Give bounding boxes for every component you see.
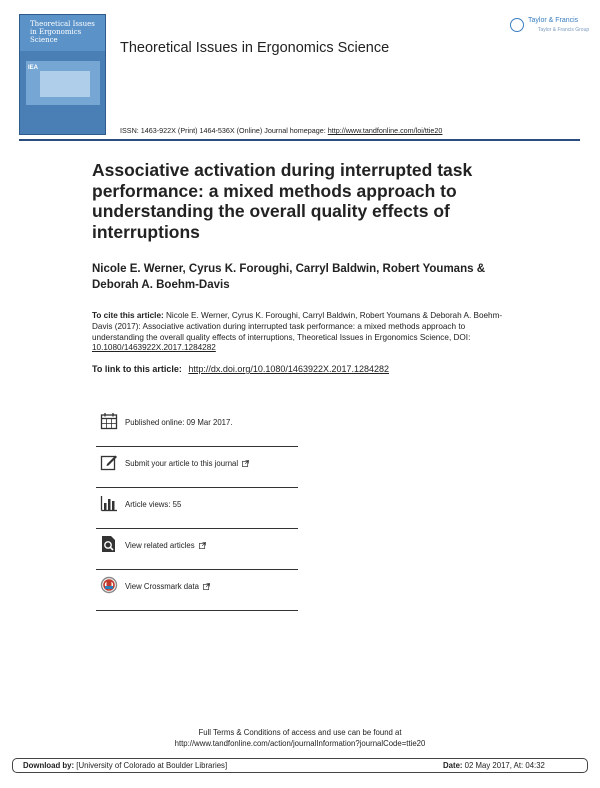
info-row-views [96, 488, 298, 529]
edit-icon [100, 453, 118, 471]
article-permalink[interactable]: http://dx.doi.org/10.1080/1463922X.2017.1284282 [188, 364, 390, 374]
info-row-submit[interactable] [96, 447, 298, 488]
cover-badge: IEA [28, 65, 39, 71]
download-date-label: Date: [443, 761, 463, 770]
issn-line [120, 126, 442, 135]
article-authors: Nicole E. Werner, Cyrus K. Foroughi, Carryl Baldwin, Robert Youmans & Deborah A. Boehm-Davis [92, 263, 485, 291]
published-date: Published online: 09 Mar 2017. [125, 418, 233, 427]
article-link-line [92, 364, 389, 374]
publisher-name: Taylor & Francis [528, 17, 579, 24]
terms-link[interactable]: http://www.tandfonline.com/action/journalInformation?journalCode=ttie20 [174, 739, 426, 748]
calendar-icon [100, 412, 118, 430]
crossmark-label: View Crossmark data [125, 582, 199, 591]
link-label: To link to this article: [92, 364, 182, 374]
related-articles-link[interactable] [125, 541, 206, 550]
journal-title: Theoretical Issues in Ergonomics Science [120, 40, 390, 56]
crossmark-icon [100, 576, 118, 594]
citation-block [92, 311, 512, 354]
journal-homepage-link[interactable]: http://www.tandfonline.com/loi/ttie20 [327, 126, 443, 135]
related-articles-label: View related articles [125, 541, 195, 550]
external-link-icon [242, 460, 249, 467]
downloaded-by-value: [University of Colorado at Boulder Libraries] [76, 761, 228, 770]
info-row-published [96, 406, 298, 447]
download-info-bar [12, 758, 588, 773]
info-row-related[interactable] [96, 529, 298, 570]
publisher-tagline: Taylor & Francis Group [538, 27, 590, 33]
doi-link[interactable]: 10.1080/1463922X.2017.1284282 [92, 343, 216, 353]
journal-cover-image [19, 14, 106, 135]
search-document-icon [100, 535, 118, 553]
cite-label: To cite this article: [92, 311, 164, 320]
article-views: Article views: 55 [125, 500, 182, 509]
terms-notice [0, 727, 600, 749]
article-title: Associative activation during interrupted task performance: a mixed methods approach to understanding the overall quality effects of interruptions [92, 160, 473, 242]
info-row-crossmark[interactable] [96, 570, 298, 611]
issn-text: ISSN: 1463-922X (Print) 1464-536X (Online) Journal homepage: [120, 126, 326, 135]
publisher-logo [510, 16, 590, 36]
external-link-icon [203, 583, 210, 590]
article-info-list [96, 406, 298, 611]
terms-line-1: Full Terms & Conditions of access and use can be found at [198, 728, 402, 737]
bar-chart-icon [100, 494, 118, 512]
download-date-value: 02 May 2017, At: 04:32 [464, 761, 545, 770]
cite-text: Nicole E. Werner, Cyrus K. Foroughi, Carryl Baldwin, Robert Youmans & Deborah A. Boehm-Davis (2017): Associative activation during interrupted task performance: a mixed methods approach to understanding the overall quality effects of interruptions, Theoretical Issues in Ergonomics Science, DOI: [92, 311, 503, 342]
external-link-icon [199, 542, 206, 549]
crossmark-link[interactable] [125, 582, 210, 591]
download-date [443, 761, 545, 770]
publisher-logo-icon [510, 18, 524, 32]
downloaded-by [23, 761, 227, 770]
submit-article-label: Submit your article to this journal [125, 459, 239, 468]
cover-title: Theoretical Issues in Ergonomics Science [30, 20, 95, 44]
header-divider [19, 139, 580, 141]
downloaded-by-label: Download by: [23, 761, 75, 770]
submit-article-link[interactable] [125, 459, 249, 468]
